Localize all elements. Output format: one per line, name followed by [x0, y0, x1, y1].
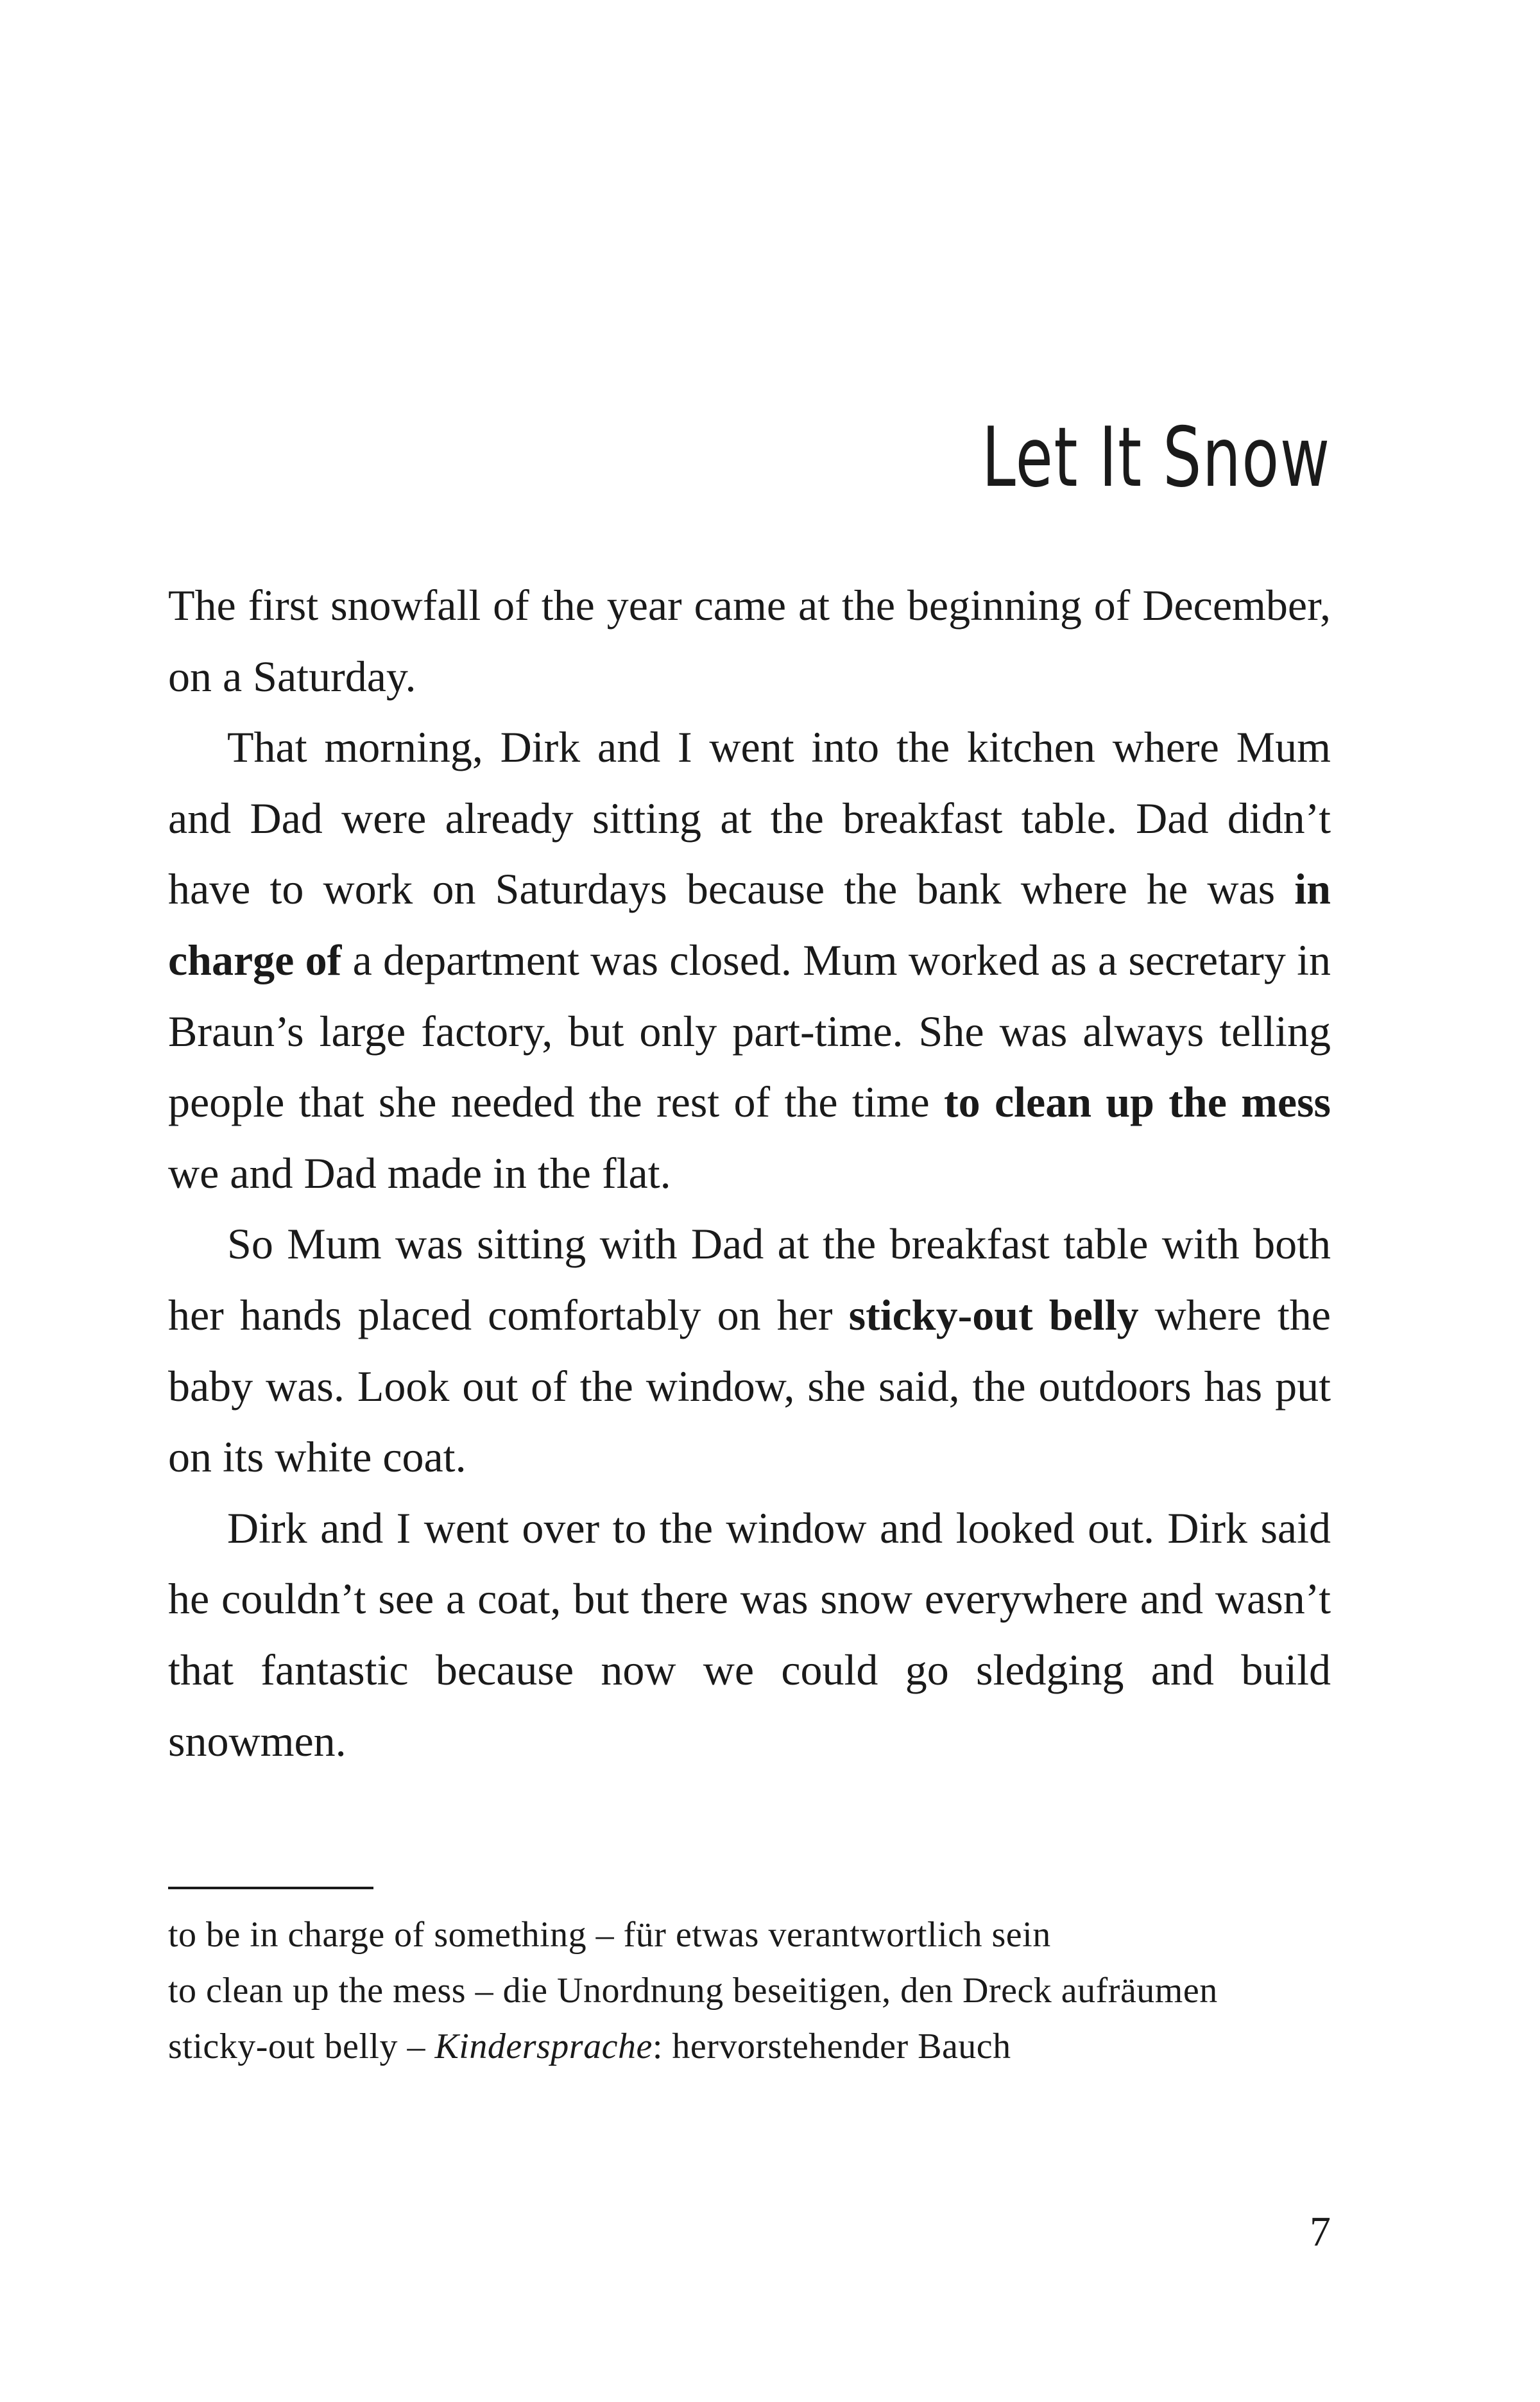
paragraph-text: where the baby was. Look out of the window, she said, the outdoors has put on its white coat.: [168, 1290, 1331, 1482]
paragraph-4: [168, 1493, 1331, 1776]
footnote-3: [168, 2019, 1331, 2075]
paragraph-text: So Mum was sitting with Dad at the breakfast table with both her hands placed comfortably on her: [168, 1219, 1331, 1339]
glossary-term-clean-up-the-mess: to clean up the mess: [944, 1077, 1331, 1127]
footnote-divider: [168, 1887, 373, 1889]
paragraph-3: [168, 1208, 1331, 1492]
glossary-term-in-charge-of: in charge of: [168, 864, 1331, 984]
paragraph-2: [168, 712, 1331, 1208]
footnote-2: [168, 1963, 1331, 2019]
glossary-term-sticky-out-belly: sticky-out belly: [848, 1290, 1139, 1339]
chapter-title: Let It Snow: [982, 410, 1331, 506]
footnote-text: : hervorstehender Bauch: [652, 2027, 1011, 2066]
footnotes: [168, 1907, 1331, 2075]
paragraph-text: a department was closed. Mum worked as a secretary in Braun’s large factory, but only part-time. She was always telling people that she needed the rest of the time: [168, 935, 1331, 1127]
paragraph-text: That morning, Dirk and I went into the kitchen where Mum and Dad were already sitting at the breakfast table. Dad didn’t have to work on Saturdays because the bank where he was: [168, 723, 1331, 914]
body-text: [168, 570, 1331, 1776]
paragraph-text: The first snowfall of the year came at the beginning of December, on a Saturday.: [168, 581, 1331, 701]
paragraph-1: [168, 570, 1331, 712]
paragraph-text: we and Dad made in the flat.: [168, 1148, 671, 1197]
footnote-text: to clean up the mess – die Unordnung beseitigen, den Dreck aufräumen: [168, 1971, 1218, 2011]
page-number: 7: [1310, 2208, 1331, 2255]
footnote-text: sticky-out belly –: [168, 2027, 435, 2066]
footnote-text: to be in charge of something – für etwas verantwortlich sein: [168, 1915, 1051, 1955]
footnote-italic-term: Kindersprache: [434, 2027, 653, 2066]
paragraph-text: Dirk and I went over to the window and looked out. Dirk said he couldn’t see a coat, but there was snow everywhere and wasn’t that fantastic because now we could go sledging and build snowmen.: [168, 1503, 1331, 1765]
footnote-1: [168, 1907, 1331, 1963]
